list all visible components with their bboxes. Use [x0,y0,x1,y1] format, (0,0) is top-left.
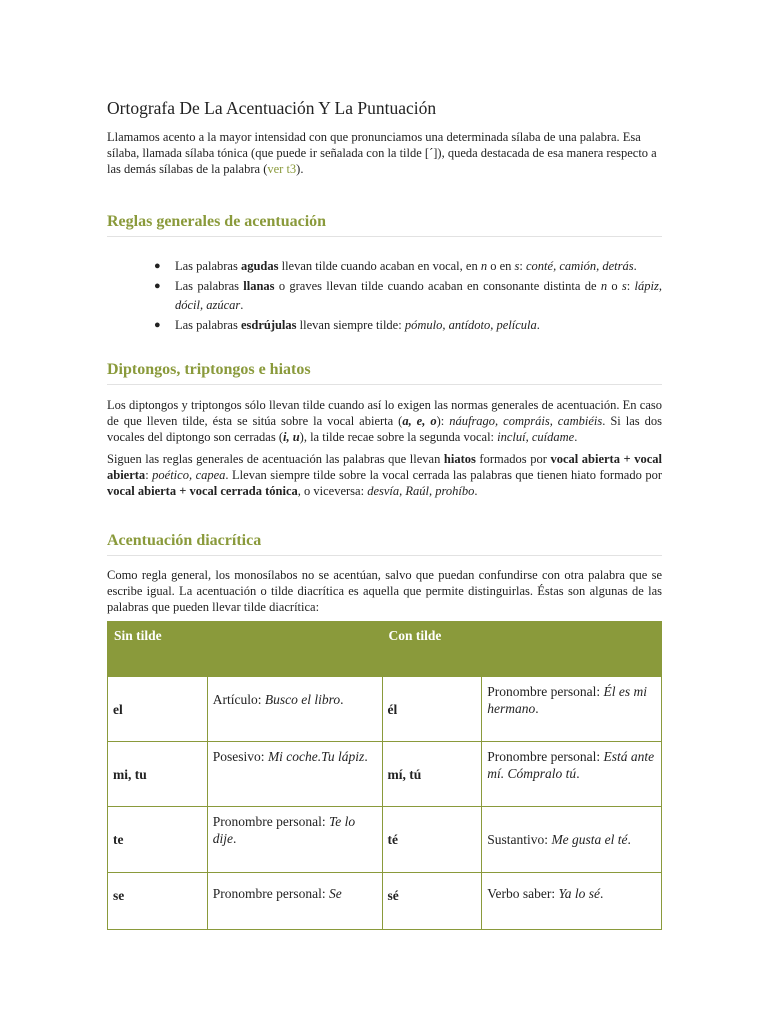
diptongos-paragraph: Los diptongos y triptongos sólo llevan tilde cuando así lo exigen las normas generales de acentuación. En caso de que lleven tilde, ésta se sitúa sobre la vocal abierta (a, e, o): náufrago, compráis, cambiéis. Si las dos vocales del diptongo son cerradas (i, u), la tilde recae sobre la segunda vocal: incluí, cuídame. [107,398,662,444]
list-item: ● Las palabras llanas o graves llevan tilde cuando acaban en consonante distinta de n o s: lápiz, dócil, azúcar. [154,279,662,312]
list-item: ● Las palabras agudas llevan tilde cuando acaban en vocal, en n o en s: conté, camión, detrás. [107,257,662,276]
table-header-row [108,622,662,677]
bullet-icon: ● [154,319,161,331]
description-con-tilde: Pronombre personal: Está ante mí. Cómpralo tú. [482,742,662,807]
description-con-tilde: Pronombre personal: Él es mi hermano. [482,677,662,742]
list-item: ● Las palabras esdrújulas llevan siempre tilde: pómulo, antídoto, película. [107,316,662,335]
header-sin-tilde: Sin tilde [108,622,383,677]
word-con-tilde: mí, tú [382,742,482,807]
table-row [108,742,662,807]
word-sin-tilde: mi, tu [108,742,208,807]
document-content [107,98,662,930]
section-heading-diacritica: Acentuación diacrítica [107,532,662,556]
description-con-tilde: Sustantivo: Me gusta el té. [482,807,662,873]
intro-paragraph: Llamamos acento a la mayor intensidad con que pronunciamos una determinada sílaba de una palabra. Esa sílaba, llamada sílaba tónica (que puede ir señalada con la tilde [´]), queda destacada de esa manera respecto a las demás sílabas de la palabra (ver t3). [107,130,657,176]
diacritica-paragraph: Como regla general, los monosílabos no se acentúan, salvo que puedan confundirse con otra palabra que se escribe igual. La acentuación o tilde diacrítica es aquella que permite distinguirlas. Éstas son algunas de las palabras que pueden llevar tilde diacrítica: [107,568,662,614]
description-sin-tilde: Posesivo: Mi coche.Tu lápiz. [207,742,382,807]
description-sin-tilde: Pronombre personal: Se [207,873,382,930]
section-heading-reglas: Reglas generales de acentuación [107,213,662,237]
hiatos-paragraph: Siguen las reglas generales de acentuación las palabras que llevan hiatos formados por vocal abierta + vocal abierta: poético, capea. Llevan siempre tilde sobre la vocal cerrada las palabras que tienen hiato formado por vocal abierta + vocal cerrada tónica, o viceversa: desvía, Raúl, prohíbo. [107,452,662,498]
diacritic-table [107,621,662,930]
word-con-tilde: té [382,807,482,873]
word-con-tilde: sé [382,873,482,930]
word-sin-tilde: se [108,873,208,930]
table-row [108,677,662,742]
rules-list [107,257,662,335]
description-sin-tilde: Pronombre personal: Te lo dije. [207,807,382,873]
page-title: Ortografa De La Acentuación Y La Puntuación [107,98,437,118]
header-con-tilde: Con tilde [382,622,662,677]
bullet-icon: ● [154,280,161,292]
section-heading-diptongos: Diptongos, triptongos e hiatos [107,361,662,385]
table-row [108,807,662,873]
description-sin-tilde: Artículo: Busco el libro. [207,677,382,742]
bullet-icon: ● [154,260,161,272]
ver-t3-link[interactable]: ver t3 [267,162,297,176]
word-con-tilde: él [382,677,482,742]
word-sin-tilde: te [108,807,208,873]
word-sin-tilde: el [108,677,208,742]
table-row [108,873,662,930]
description-con-tilde: Verbo saber: Ya lo sé. [482,873,662,930]
